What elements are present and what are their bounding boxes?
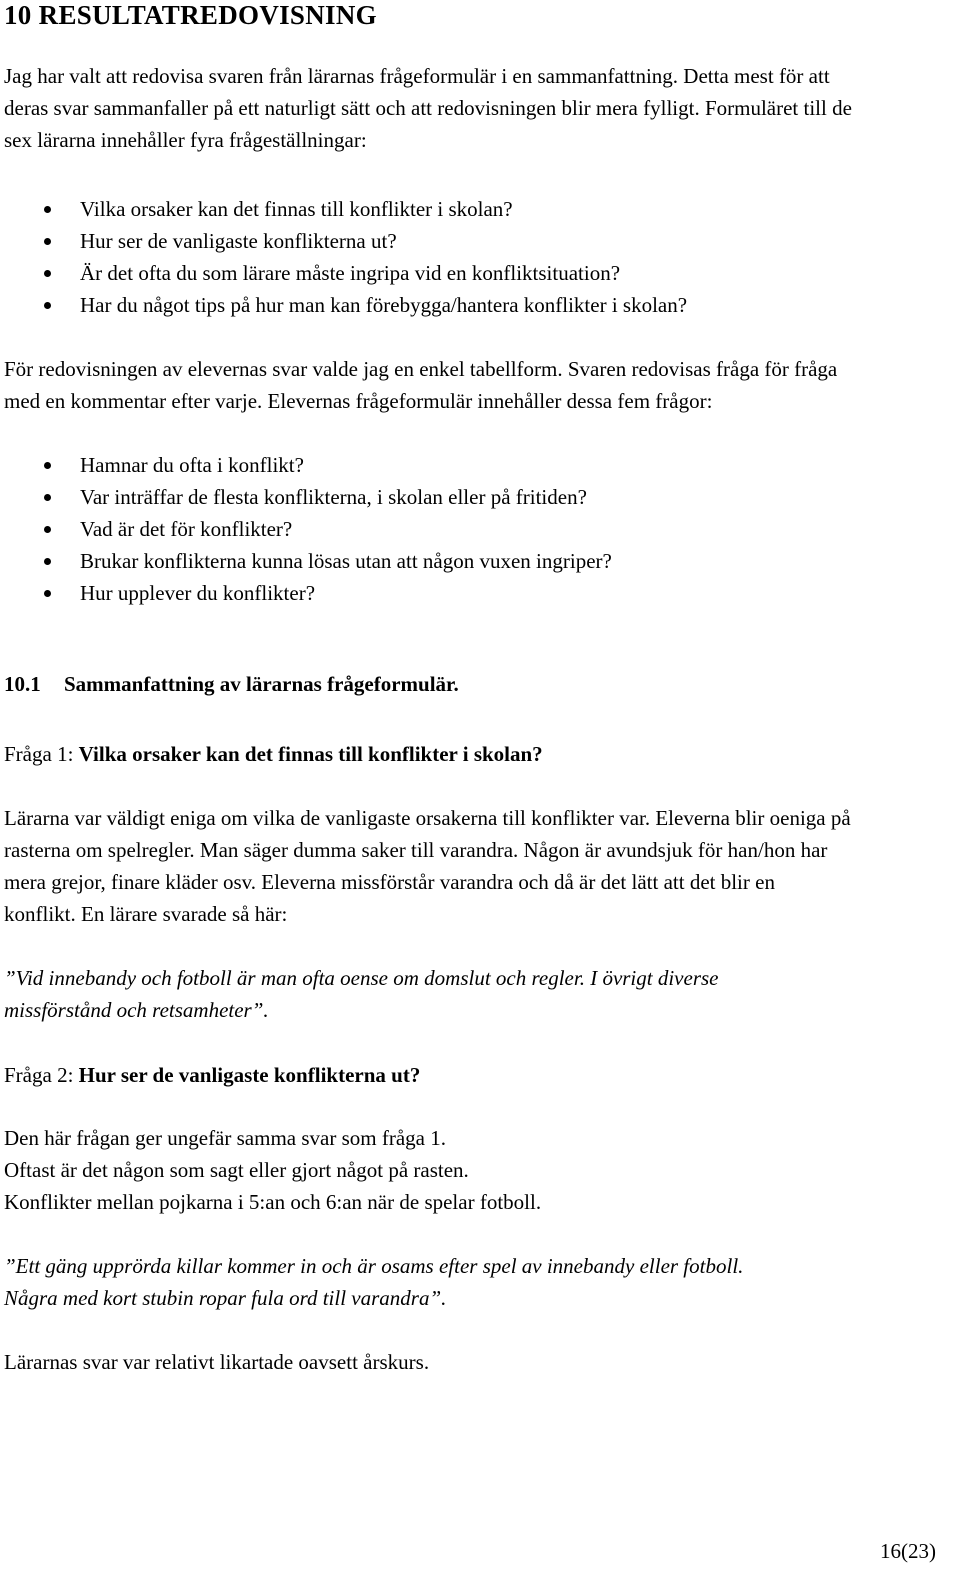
bullet-icon: [44, 526, 51, 533]
list-item: Har du något tips på hur man kan förebygga/hantera konflikter i skolan?: [4, 289, 954, 321]
student-intro-line: med en kommentar efter varje. Elevernas frågeformulär innehåller dessa fem frågor:: [4, 389, 713, 413]
bullet-icon: [44, 302, 51, 309]
page-number: 16(23): [880, 1539, 936, 1563]
page-heading: 10 RESULTATREDOVISNING: [4, 0, 377, 30]
list-item: Hur upplever du konflikter?: [4, 577, 954, 609]
intro-paragraph: [4, 60, 954, 156]
bullet-icon: [44, 558, 51, 565]
answer-line: Konflikter mellan pojkarna i 5:an och 6:an när de spelar fotboll.: [4, 1190, 542, 1214]
answer-line: Lärarna var väldigt eniga om vilka de vanligaste orsakerna till konflikter var. Eleverna blir oeniga på: [4, 806, 851, 830]
answer-line: rasterna om spelregler. Man säger dumma saker till varandra. Någon är avundsjuk för han/hon har: [4, 838, 828, 862]
list-item: Hur ser de vanligaste konflikterna ut?: [4, 225, 954, 257]
list-item: Hamnar du ofta i konflikt?: [4, 449, 954, 481]
intro-line: Jag har valt att redovisa svaren från lärarnas frågeformulär i en sammanfattning. Detta mest för att: [4, 64, 830, 88]
bullet-icon: [44, 590, 51, 597]
question-2-quote: [4, 1250, 954, 1314]
quote-line: missförstånd och retsamheter”.: [4, 998, 269, 1022]
quote-line: Några med kort stubin ropar fula ord till varandra”.: [4, 1286, 447, 1310]
teacher-question-list: [4, 193, 954, 321]
list-item: Vad är det för konflikter?: [4, 513, 954, 545]
student-question-list: [4, 449, 954, 609]
section-number: 10.1: [4, 672, 41, 696]
answer-line: Den här frågan ger ungefär samma svar som fråga 1.: [4, 1126, 446, 1150]
question-2-answer: [4, 1122, 954, 1218]
bullet-icon: [44, 238, 51, 245]
student-intro-line: För redovisningen av elevernas svar valde jag en enkel tabellform. Svaren redovisas fråga för fråga: [4, 357, 838, 381]
question-label: Fråga 1:: [4, 742, 79, 766]
question-1-quote: [4, 962, 954, 1026]
question-label: Fråga 2:: [4, 1063, 79, 1087]
bullet-icon: [44, 270, 51, 277]
closing-paragraph: Lärarnas svar var relativt likartade oavsett årskurs.: [4, 1350, 430, 1374]
student-intro-paragraph: [4, 353, 954, 417]
bullet-icon: [44, 494, 51, 501]
question-text: Hur ser de vanligaste konflikterna ut?: [78, 1063, 421, 1087]
list-item: Var inträffar de flesta konflikterna, i skolan eller på fritiden?: [4, 481, 954, 513]
intro-line: sex lärarna innehåller fyra frågeställningar:: [4, 128, 367, 152]
list-item: Brukar konflikterna kunna lösas utan att någon vuxen ingriper?: [4, 545, 954, 577]
quote-line: ”Ett gäng upprörda killar kommer in och är osams efter spel av innebandy eller fotboll.: [4, 1254, 744, 1278]
bullet-icon: [44, 462, 51, 469]
question-1-heading: [4, 738, 954, 770]
section-title: Sammanfattning av lärarnas frågeformulär.: [64, 672, 459, 696]
answer-line: Oftast är det någon som sagt eller gjort något på rasten.: [4, 1158, 469, 1182]
bullet-icon: [44, 206, 51, 213]
intro-line: deras svar sammanfaller på ett naturligt sätt och att redovisningen blir mera fylligt. Formuläret till de: [4, 96, 852, 120]
question-2-heading: [4, 1059, 954, 1091]
question-text: Vilka orsaker kan det finnas till konflikter i skolan?: [78, 742, 543, 766]
list-item: Vilka orsaker kan det finnas till konflikter i skolan?: [4, 193, 954, 225]
list-item: Är det ofta du som lärare måste ingripa vid en konfliktsituation?: [4, 257, 954, 289]
answer-line: mera grejor, finare kläder osv. Eleverna missförstår varandra och då är det lätt att det blir en: [4, 870, 775, 894]
answer-line: konflikt. En lärare svarade så här:: [4, 902, 288, 926]
quote-line: ”Vid innebandy och fotboll är man ofta oense om domslut och regler. I övrigt diverse: [4, 966, 719, 990]
section-heading: [4, 668, 954, 700]
question-1-answer: [4, 802, 954, 930]
